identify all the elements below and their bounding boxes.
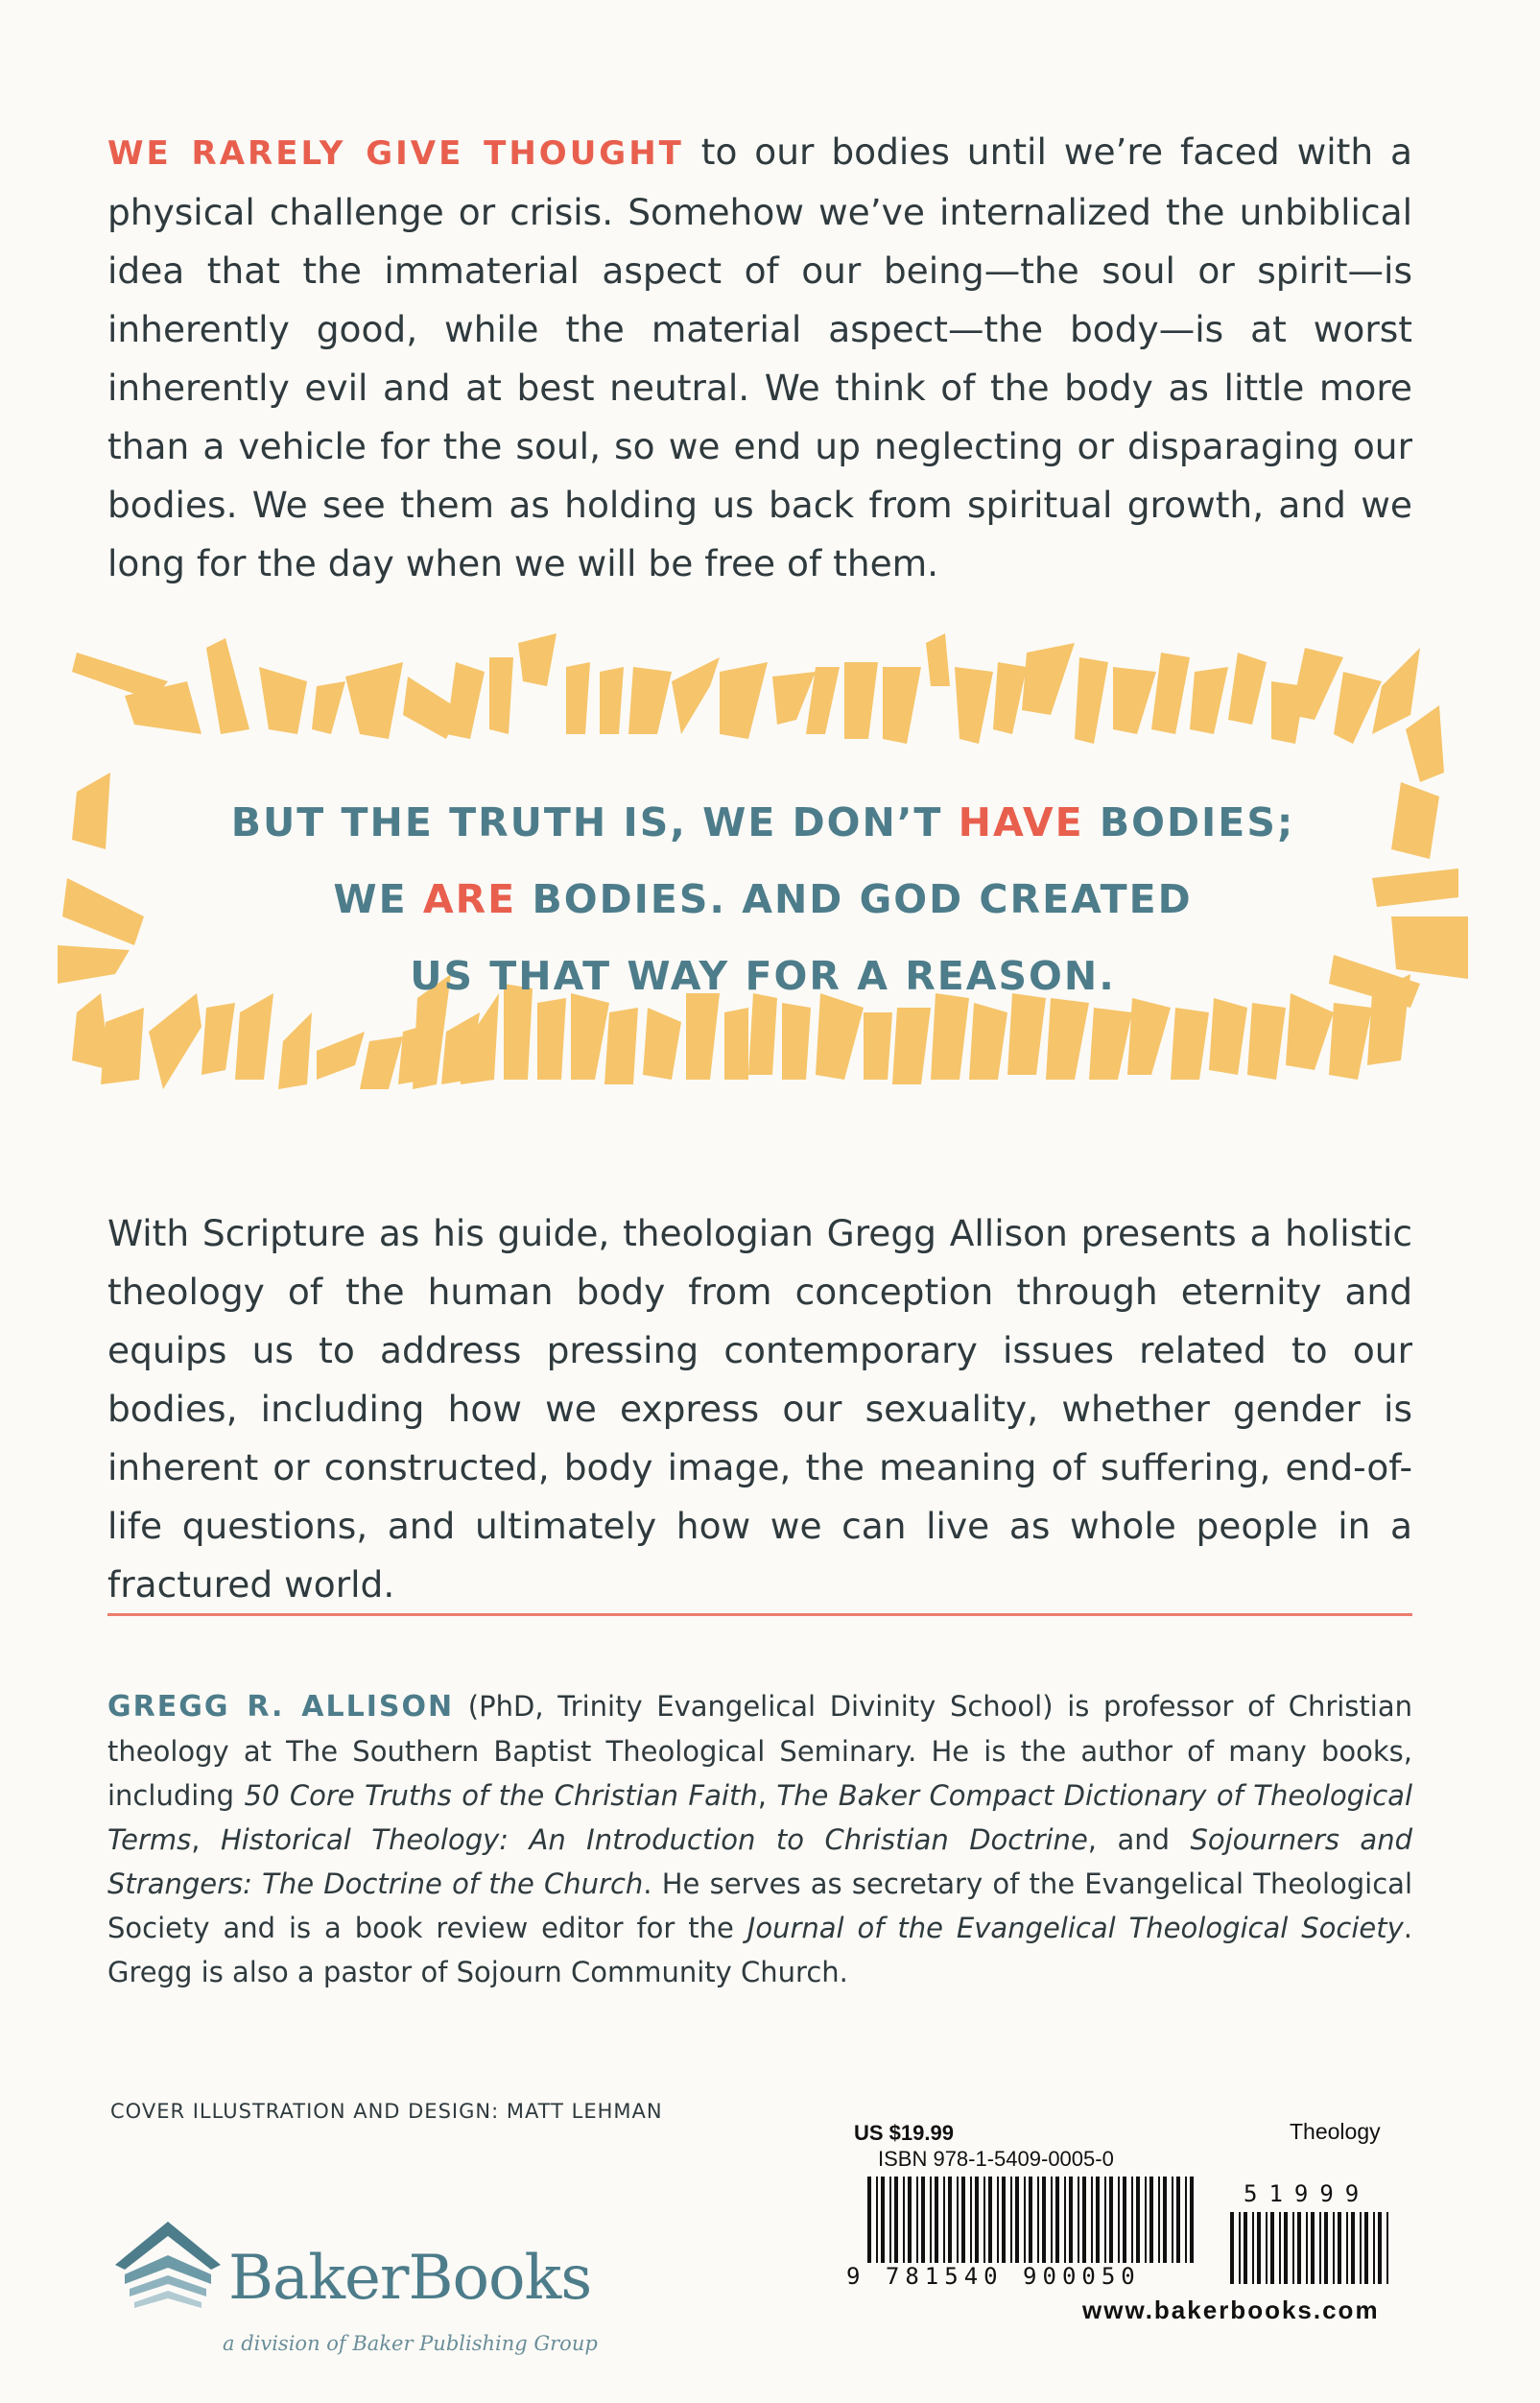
quote-text-segment: BODIES. AND GOD CREATED bbox=[516, 876, 1193, 922]
barcode-bar bbox=[1338, 2212, 1341, 2284]
journal-title: Journal of the Evangelical Theological Society bbox=[746, 1912, 1404, 1944]
book-title: 50 Core Truths of the Christian Faith bbox=[244, 1779, 758, 1812]
description-paragraph: With Scripture as his guide, theologian Gregg Allison presents a holistic theology of the human body from conception through eternity and equips us to address pressing contemporary issues related to our bodies, including how we express our sexuality, whether gender is inherent or constructed, body image, the meaning of suffering, end-of-life questions, and ultimately how we can live as whole people in a fractured world. bbox=[107, 1212, 1412, 1606]
barcode-bar bbox=[1082, 2177, 1086, 2263]
barcode-bar bbox=[935, 2177, 938, 2263]
barcode-bar bbox=[1158, 2177, 1160, 2263]
barcode-bar bbox=[1319, 2212, 1321, 2284]
barcode-bar bbox=[1176, 2177, 1180, 2263]
barcode-bar bbox=[1239, 2212, 1241, 2284]
barcode-bar bbox=[1297, 2212, 1301, 2284]
barcode-bar bbox=[1078, 2177, 1079, 2263]
barcode-bar bbox=[1051, 2177, 1053, 2263]
barcode-bar bbox=[1055, 2177, 1059, 2263]
bio-text: , and bbox=[1087, 1823, 1191, 1856]
isbn-label: ISBN 978-1-5409-0005-0 bbox=[878, 2147, 1114, 2171]
barcode-bar bbox=[1002, 2177, 1006, 2263]
price-label: US $19.99 bbox=[854, 2121, 954, 2145]
quote-emphasis-have: HAVE bbox=[958, 799, 1084, 845]
barcode-bar bbox=[881, 2177, 885, 2263]
category-label: Theology bbox=[1290, 2119, 1381, 2144]
barcode-bar bbox=[988, 2177, 992, 2263]
quote-text-segment: BODIES; bbox=[1083, 799, 1295, 845]
barcode-bar bbox=[1185, 2177, 1187, 2263]
barcode-bar bbox=[1109, 2177, 1113, 2263]
barcode-bar bbox=[1257, 2212, 1261, 2284]
addon-digits: 51999 bbox=[1244, 2180, 1371, 2207]
barcode-bar bbox=[957, 2177, 959, 2263]
barcode-bar bbox=[1364, 2212, 1368, 2284]
website-url: www.bakerbooks.com bbox=[1082, 2296, 1380, 2324]
barcode-bar bbox=[1284, 2212, 1288, 2284]
bio-text: , bbox=[757, 1779, 777, 1812]
barcode-bar bbox=[1333, 2212, 1335, 2284]
barcode-bar bbox=[1292, 2212, 1294, 2284]
barcode-bar bbox=[1069, 2177, 1073, 2263]
bio-text: , bbox=[191, 1823, 221, 1856]
house-book-icon bbox=[106, 2212, 230, 2327]
barcode-bar bbox=[1244, 2212, 1247, 2284]
isbn-barcode bbox=[865, 2177, 1201, 2268]
barcode-bar bbox=[1230, 2212, 1234, 2284]
barcode-bar bbox=[889, 2177, 891, 2263]
pull-quote bbox=[58, 629, 1468, 1166]
price-addon-barcode bbox=[1228, 2212, 1391, 2289]
intro-text: to our bodies until we’re faced with a physical challenge or crisis. Somehow we’ve internalized the unbiblical idea that the immaterial aspect of our being—the soul or spirit—is inherently good, while the material aspect—the body—is at worst inherently evil and at best neutral. We think of the body as little more than a vehicle for the soul, so we end up neglecting or disparaging our bodies. We see them as holding us back from spiritual growth, and we long for the day when we will be free of them. bbox=[107, 131, 1412, 584]
divider-rule bbox=[107, 1613, 1412, 1616]
pull-quote-text bbox=[58, 784, 1468, 1014]
barcode-bar bbox=[867, 2177, 871, 2263]
quote-line-3: US THAT WAY FOR A REASON. bbox=[410, 953, 1116, 999]
barcode-bar bbox=[1024, 2177, 1026, 2263]
barcode-digits: 9 781540 900050 bbox=[846, 2263, 1141, 2290]
publisher-name: BakerBooks bbox=[228, 2243, 592, 2314]
intro-lead-in: WE RARELY GIVE THOUGHT bbox=[107, 134, 684, 173]
barcode-bar bbox=[997, 2177, 999, 2263]
quote-text-segment: WE bbox=[333, 876, 423, 922]
barcode-bar bbox=[930, 2177, 932, 2263]
barcode-bar bbox=[1386, 2212, 1388, 2284]
barcode-bar bbox=[1270, 2212, 1274, 2284]
barcode-bar bbox=[1360, 2212, 1362, 2284]
barcode-bar bbox=[1306, 2212, 1308, 2284]
cover-credit: COVER ILLUSTRATION AND DESIGN: MATT LEHMAN bbox=[110, 2100, 663, 2123]
barcode-bar bbox=[961, 2177, 965, 2263]
barcode-bar bbox=[1378, 2212, 1382, 2284]
barcode-bar bbox=[948, 2177, 952, 2263]
barcode-bar bbox=[894, 2177, 898, 2263]
quote-line-1 bbox=[58, 784, 1468, 861]
barcode-bar bbox=[1252, 2212, 1254, 2284]
barcode-bar bbox=[983, 2177, 985, 2263]
barcode-bar bbox=[1346, 2212, 1348, 2284]
barcode-bar bbox=[1149, 2177, 1153, 2263]
barcode-bar bbox=[1037, 2177, 1039, 2263]
barcode-bar bbox=[1324, 2212, 1328, 2284]
quote-text-segment: BUT THE TRUTH IS, WE DON’T bbox=[230, 799, 959, 845]
author-name: GREGG R. ALLISON bbox=[107, 1690, 455, 1724]
barcode-bar bbox=[1136, 2177, 1140, 2263]
barcode-bar bbox=[908, 2177, 912, 2263]
barcode-bar bbox=[1010, 2177, 1012, 2263]
barcode-bar bbox=[1351, 2212, 1355, 2284]
barcode-bar bbox=[903, 2177, 905, 2263]
barcode-bar bbox=[1096, 2177, 1100, 2263]
author-bio bbox=[107, 1684, 1412, 1994]
barcode-bar bbox=[1279, 2212, 1281, 2284]
barcode-bar bbox=[1104, 2177, 1106, 2263]
barcode-bar bbox=[970, 2177, 972, 2263]
barcode-bar bbox=[1373, 2212, 1375, 2284]
bio-text: . Gregg is also a pastor of Sojourn Community Church. bbox=[107, 1912, 1412, 1988]
barcode-bar bbox=[921, 2177, 925, 2263]
barcode-bar bbox=[1131, 2177, 1133, 2263]
quote-line-2 bbox=[58, 861, 1468, 938]
barcode-bar bbox=[1145, 2177, 1147, 2263]
barcode-bar bbox=[1311, 2212, 1315, 2284]
barcode-bar bbox=[1163, 2177, 1167, 2263]
quote-emphasis-are: ARE bbox=[422, 876, 517, 922]
barcode-bar bbox=[1042, 2177, 1046, 2263]
barcode-bar bbox=[975, 2177, 979, 2263]
publisher-tagline: a division of Baker Publishing Group bbox=[223, 2332, 598, 2355]
barcode-bar bbox=[916, 2177, 918, 2263]
book-title: Sojourners and Strangers: The Doctrine of the Church bbox=[107, 1823, 1412, 1900]
barcode-bar bbox=[943, 2177, 945, 2263]
barcode-bar bbox=[1015, 2177, 1019, 2263]
barcode-bar bbox=[1123, 2177, 1126, 2263]
barcode-bar bbox=[1266, 2212, 1268, 2284]
barcode-bar bbox=[1190, 2177, 1194, 2263]
publisher-logo bbox=[106, 2202, 643, 2375]
barcode-bar bbox=[1118, 2177, 1120, 2263]
bio-text: . He serves as secretary of the Evangelical Theological Society and is a book review editor for the bbox=[107, 1868, 1413, 1944]
book-title: The Baker Compact Dictionary of Theological Terms bbox=[107, 1779, 1412, 1856]
book-title: Historical Theology: An Introduction to Christian Doctrine bbox=[220, 1823, 1088, 1856]
intro-paragraph bbox=[107, 123, 1412, 593]
barcode-bar bbox=[1172, 2177, 1173, 2263]
bio-text: (PhD, Trinity Evangelical Divinity School) is professor of Christian theology at The Southern Baptist Theological Seminary. He is the author of many books, including bbox=[107, 1690, 1412, 1812]
barcode-bar bbox=[1029, 2177, 1032, 2263]
barcode-bar bbox=[1091, 2177, 1093, 2263]
barcode-bar bbox=[876, 2177, 878, 2263]
barcode-bar bbox=[1064, 2177, 1066, 2263]
